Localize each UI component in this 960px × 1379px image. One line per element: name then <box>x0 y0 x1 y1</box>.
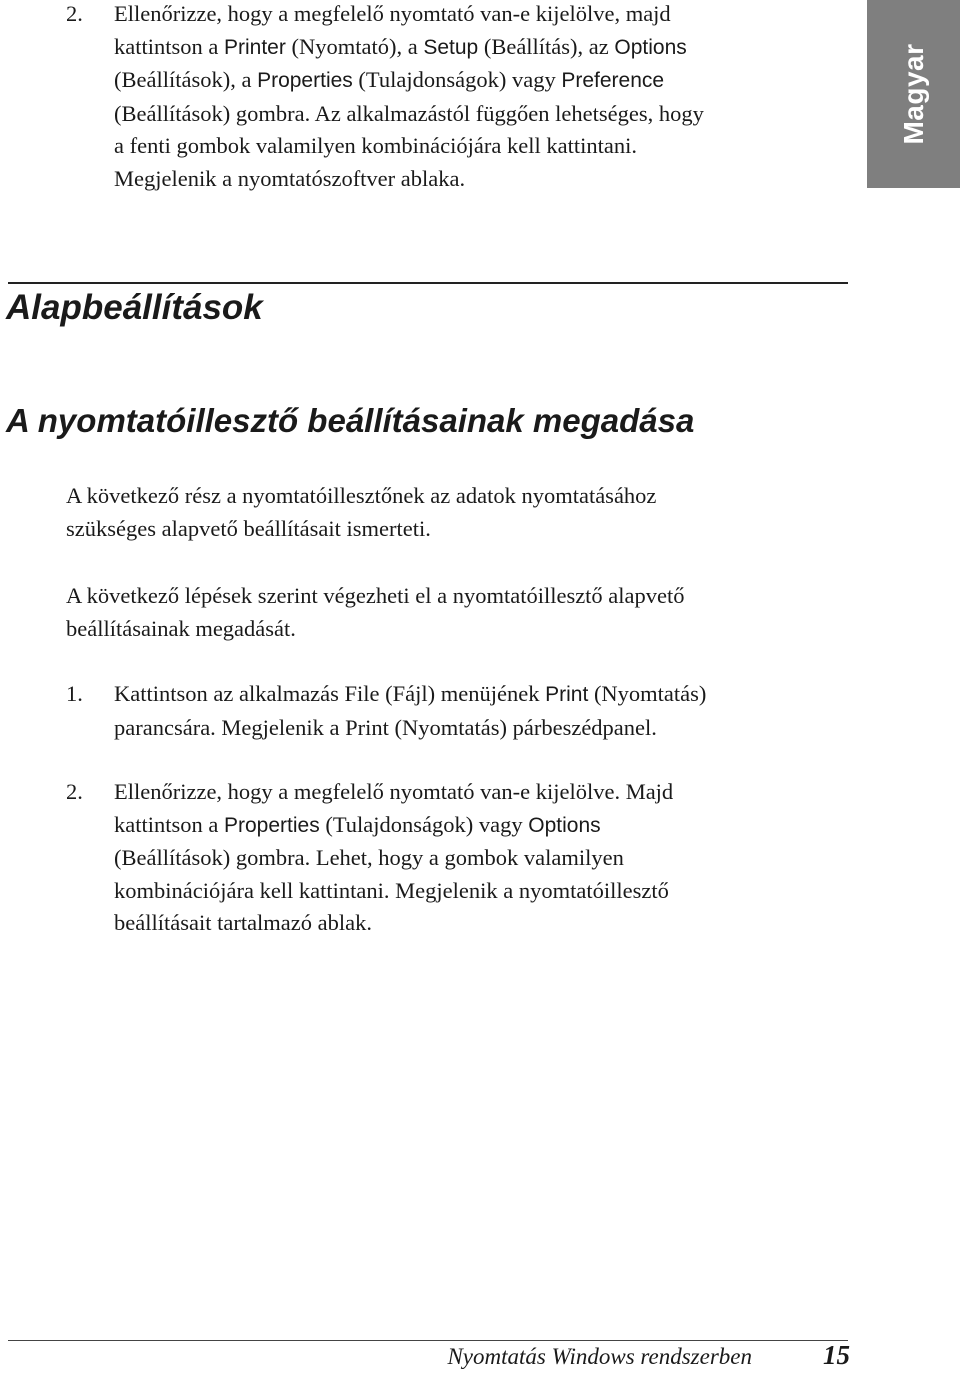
properties-button-name: Properties <box>257 69 353 92</box>
page-number: 15 <box>823 1340 850 1370</box>
step-2-text <box>114 776 874 940</box>
paragraph-steps-intro <box>66 580 866 645</box>
step-2-line-3: (Beállítások) gombra. Lehet, hogy a gombok valamilyen <box>114 845 624 870</box>
step-text: Kattintson az alkalmazás File (Fájl) menüjének <box>114 681 546 706</box>
step-2-line-4: kombinációjára kell kattintani. Megjelenik a nyomtatóillesztő <box>114 877 669 903</box>
footer-title: Nyomtatás Windows rendszerben <box>447 1344 752 1369</box>
intro-line-5: a fenti gombok valamilyen kombinációjára kell kattintani. <box>114 133 637 158</box>
footer-rule <box>8 1340 848 1341</box>
intro-line-6: Megjelenik a nyomtatószoftver ablaka. <box>114 165 466 191</box>
paragraph-line: A következő rész a nyomtatóillesztőnek az adatok nyomtatásához <box>66 483 657 508</box>
paragraph-line: beállításainak megadását. <box>66 615 296 641</box>
intro-text: (Beállítások), a <box>114 67 258 92</box>
print-menu-name: Print <box>545 683 589 706</box>
subsection-title: A nyomtatóillesztő beállításainak megadása <box>6 402 695 439</box>
intro-line-4: (Beállítások) gombra. Az alkalmazástól függően lehetséges, hogy <box>114 100 704 126</box>
intro-step-text <box>114 0 874 195</box>
step-text: (Nyomtatás) <box>588 681 707 706</box>
intro-text: (Tulajdonságok) vagy <box>352 67 562 92</box>
step-1-line-1 <box>114 678 874 712</box>
properties-button-name: Properties <box>223 813 320 837</box>
step-text: kattintson a <box>114 811 224 837</box>
step-1-line-2: parancsára. Megjelenik a Print (Nyomtatás) párbeszédpanel. <box>114 714 657 740</box>
language-tab-label: Magyar <box>897 43 929 145</box>
paragraph-line: szükséges alapvető beállításait ismerteti. <box>66 515 431 541</box>
section-rule <box>8 282 848 284</box>
intro-text: (Nyomtató), a <box>285 33 424 59</box>
intro-step-number: 2. <box>66 1 83 26</box>
setup-button-name: Setup <box>423 35 479 59</box>
options-button-name: Options <box>614 35 687 59</box>
intro-line-1: Ellenőrizze, hogy a megfelelő nyomtató van-e kijelölve, majd <box>114 1 671 26</box>
paragraph-intro <box>66 480 866 545</box>
paragraph-line: A következő lépések szerint végezheti el a nyomtatóillesztő alapvető <box>66 583 685 608</box>
step-2-line-1: Ellenőrizze, hogy a megfelelő nyomtató van-e kijelölve. Majd <box>114 779 674 804</box>
intro-text: (Beállítás), az <box>478 33 615 59</box>
section-title: Alapbeállítások <box>6 288 263 327</box>
step-2-line-2 <box>114 809 874 843</box>
preference-button-name: Preference <box>561 69 665 92</box>
intro-text: kattintson a <box>114 33 224 59</box>
intro-line-3 <box>114 64 874 98</box>
intro-line-2 <box>114 31 874 65</box>
options-button-name: Options <box>528 813 601 837</box>
step-1-number: 1. <box>66 681 83 706</box>
step-2-number: 2. <box>66 779 83 804</box>
language-tab <box>867 0 960 188</box>
step-2-line-5: beállításait tartalmazó ablak. <box>114 910 373 935</box>
printer-button-name: Printer <box>223 35 286 59</box>
step-1-text <box>114 678 874 744</box>
step-text: (Tulajdonságok) vagy <box>319 811 529 837</box>
